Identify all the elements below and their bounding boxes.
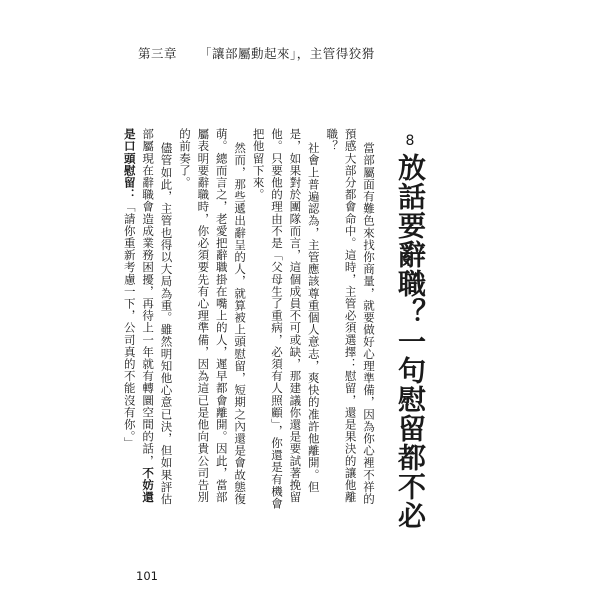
running-head [138, 44, 375, 62]
page-number: 101 [136, 569, 158, 583]
section-title: 放話要辭職？一句慰留都不必 [394, 153, 427, 530]
emphasis-text: 不妨還是口頭慰留： [122, 128, 156, 504]
paragraph-text: 再待上一年就有轉圜空間的話， [141, 297, 156, 467]
body-text [118, 128, 378, 513]
section-number: 8 [402, 133, 418, 150]
section-heading [388, 133, 432, 563]
paragraph-text: 儘管如此，主管也得以大局為重。雖然明知他心意已決，但如果評估部屬現在辭職會造成業務困擾， [141, 128, 174, 505]
paragraph: 然而，那些遞出辭呈的人，就算被上頭慰留，短期之內還是會故態復萌。總而言之，老愛把辭職掛在嘴上的人，遲早都會離開。因此，當部屬表明要辭職時，你必須要先有心理準備，因為這已是他向貴公司告別的前奏了。 [177, 128, 248, 505]
paragraph: 社會上普遍認為，主管應該尊重個人意志，爽快的准許他離開。但是，如果對於團隊而言，這個成員不可或缺，那建議你還是要試著挽留他。只要他的理由不是「父母生了重病，必須有人照顧」，你還是有機會把他留下來。 [251, 128, 321, 510]
paragraph: 當部屬面有難色來找你商量，就要做好心理準備，因為你心裡不祥的預感大部分都會命中。這時，主管必須選擇：慰留，還是果決的讓他離職？ [325, 128, 376, 505]
chapter-label: 第三章 [138, 46, 178, 61]
paragraph [120, 128, 175, 513]
quote-text: 「請你重新考慮一下，公司真的不能沒有你。」 [122, 200, 137, 449]
chapter-title: 「讓部屬動起來」，主管得狡猾 [199, 46, 375, 61]
